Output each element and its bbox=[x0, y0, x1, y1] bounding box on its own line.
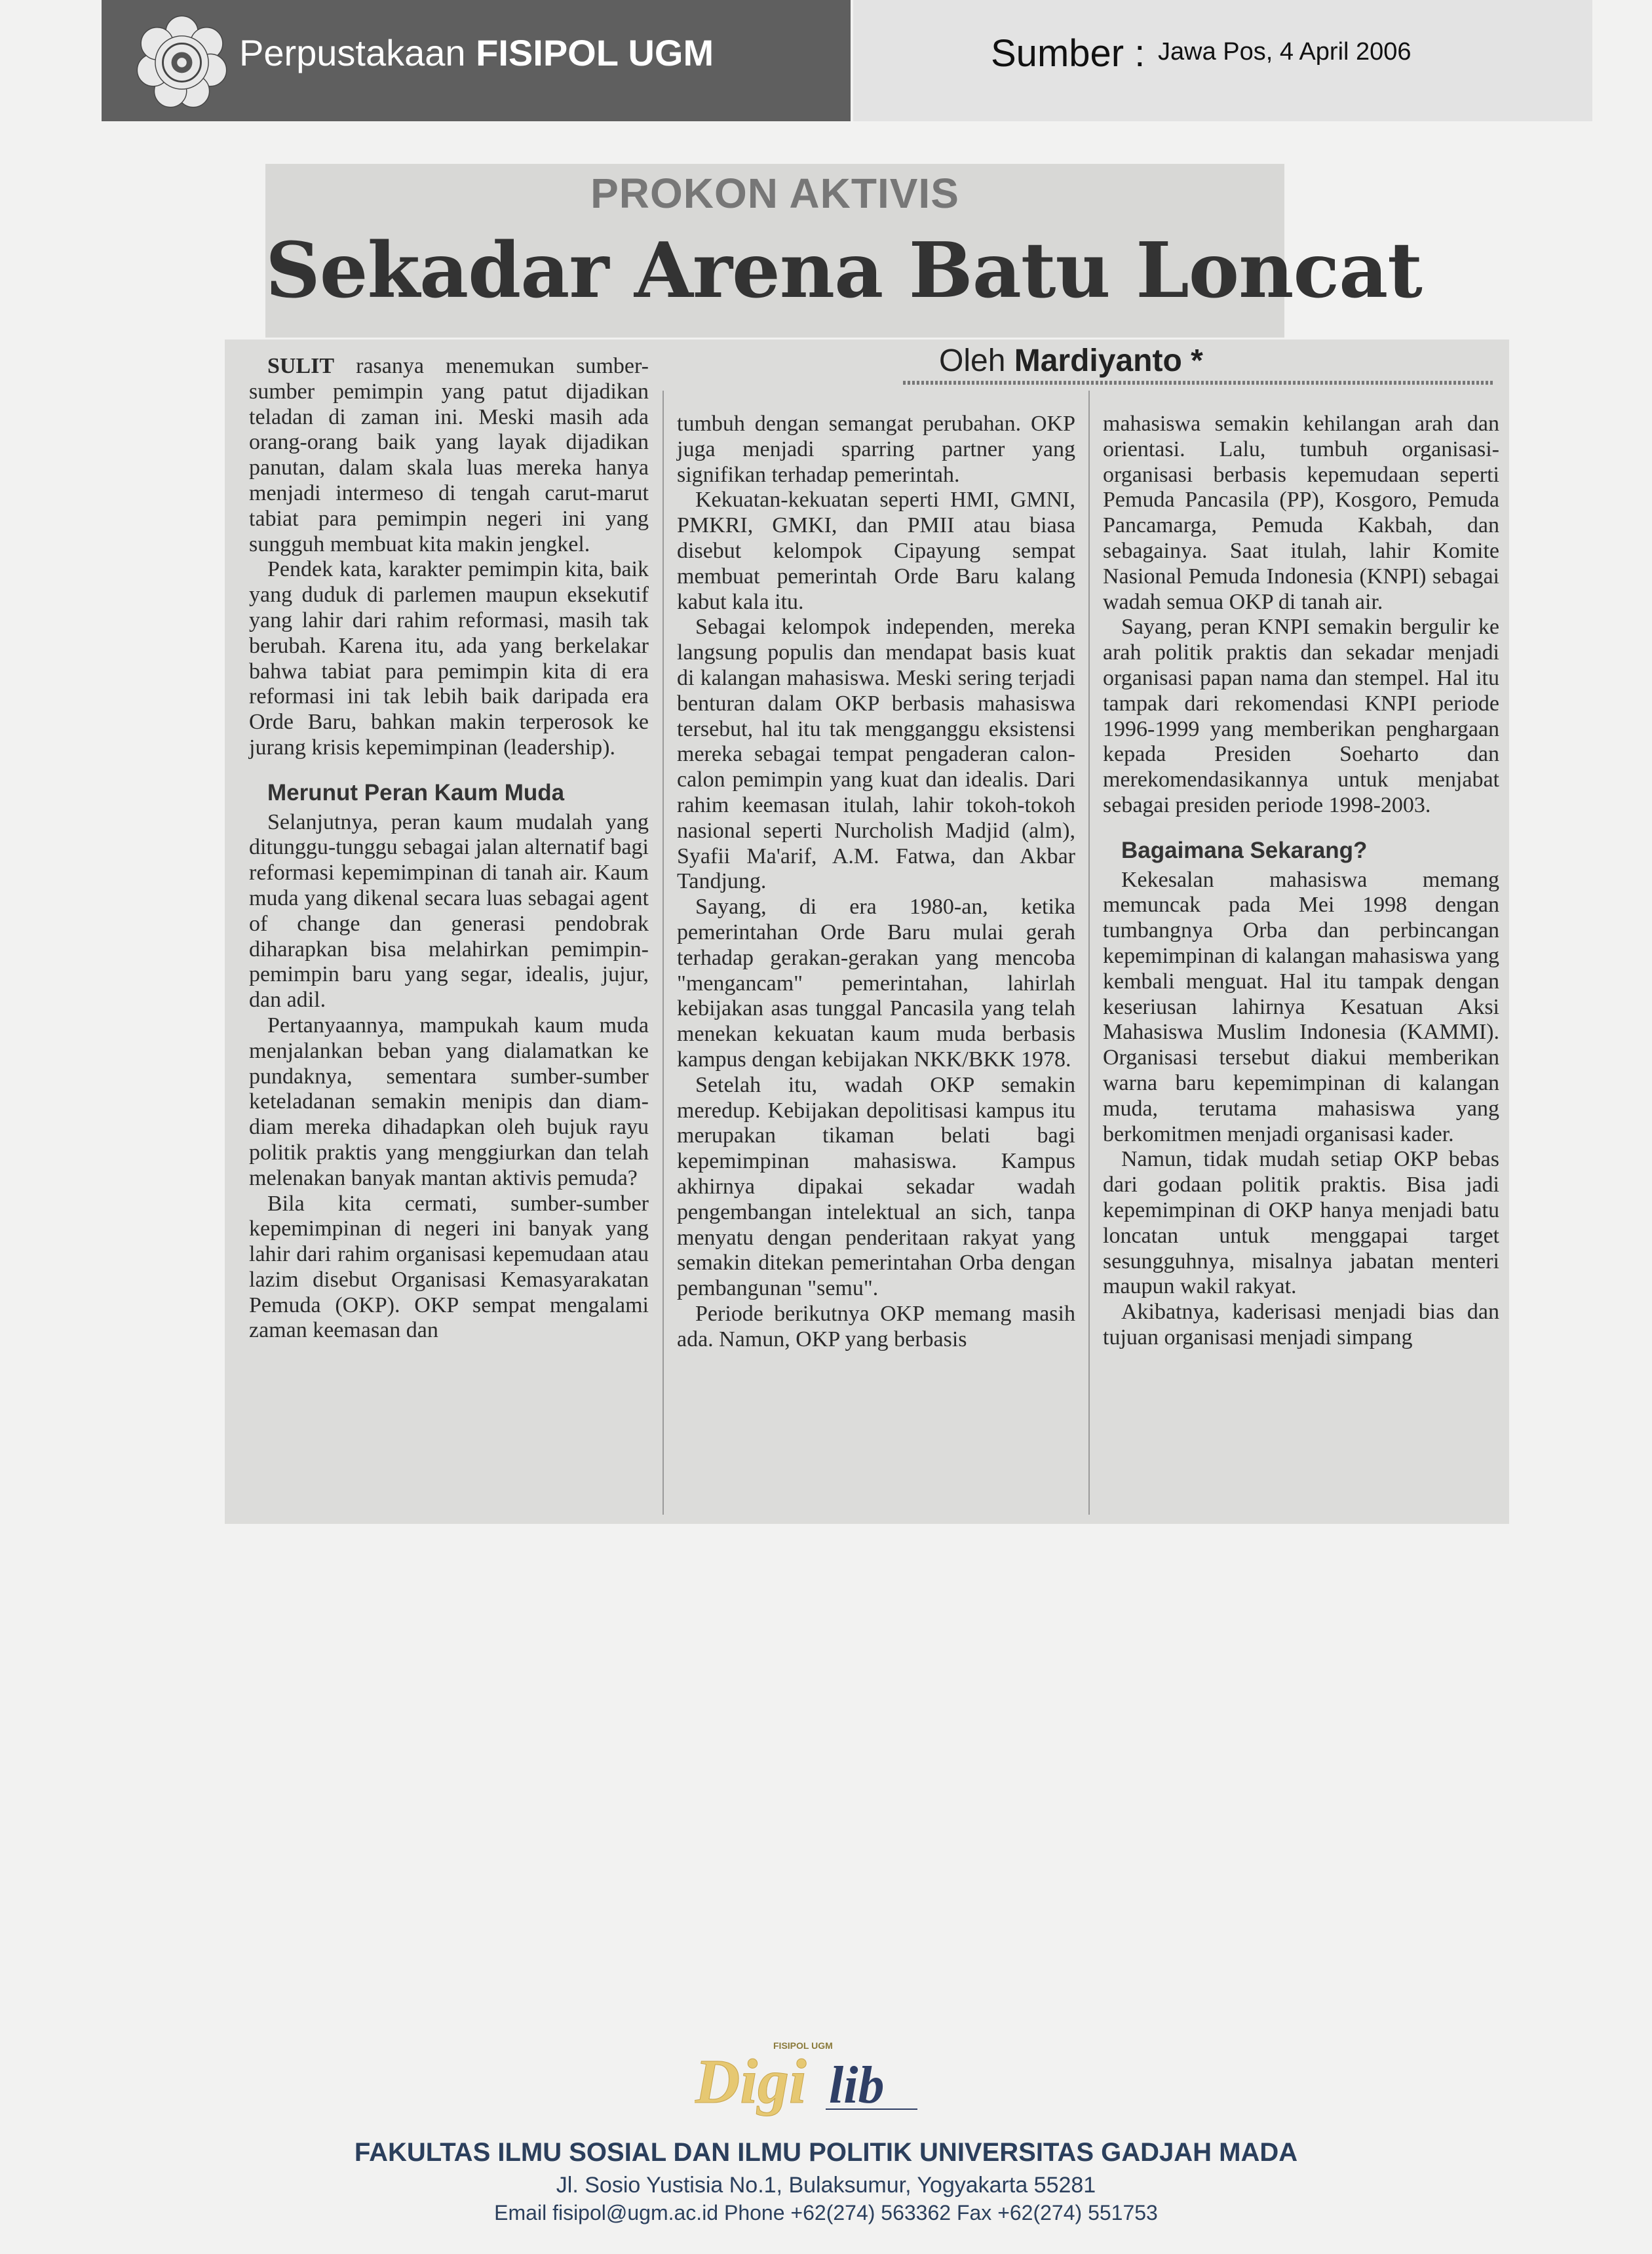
column-2 bbox=[677, 412, 1075, 1352]
source-label: Sumber : bbox=[991, 32, 1145, 75]
paragraph: Setelah itu, wadah OKP semakin meredup. Kebijakan depolitisasi kampus itu merupakan tikaman belati bagi kepemimpinan mahasiswa. Kampus akhirnya dipakai sekadar wadah pengembangan intelektual an sich, tanpa menyatu dengan penderitaan rakyat yang semakin ditekan pemerintahan Orba dengan pembangunan "semu". bbox=[677, 1072, 1075, 1301]
logo-word-digi: Digi bbox=[695, 2046, 807, 2116]
column-divider bbox=[663, 391, 664, 1515]
faculty-contact: Email fisipol@ugm.ac.id Phone +62(274) 563362 Fax +62(274) 551753 bbox=[494, 2201, 1158, 2225]
column-3 bbox=[1103, 412, 1499, 1351]
logo-top-text: FISIPOL UGM bbox=[773, 2040, 833, 2051]
paragraph: Namun, tidak mudah setiap OKP bebas dari godaan politik praktis. Bisa jadi kepemimpinan di OKP hanya menjadi batu loncatan untuk menggapai target sesungguhnya, misalnya jabatan menteri maupun wakil rakyat. bbox=[1103, 1147, 1499, 1299]
paragraph: Sebagai kelompok independen, mereka langsung populis dan mendapat basis kuat di kalangan mahasiswa. Meski sering terjadi benturan dalam OKP berbasis mahasiswa tersebut, hal itu tak mengganggu eksistensi mereka sebagai tempat pengaderan calon-calon pemimpin yang kuat dan idealis. Dari rahim keemasan itulah, lahir tokoh-tokoh nasional seperti Nurcholish Madjid (alm), Syafii Ma'arif, A.M. Fatwa, dan Akbar Tandjung. bbox=[677, 615, 1075, 894]
source-panel bbox=[853, 0, 1592, 121]
kicker: PROKON AKTIVIS bbox=[590, 170, 959, 217]
faculty-address: Jl. Sosio Yustisia No.1, Bulaksumur, Yogyakarta 55281 bbox=[556, 2173, 1096, 2198]
paragraph: Sayang, di era 1980-an, ketika pemerintahan Orde Baru mulai gerah terhadap gerakan-gerakan yang mencoba "mengancam" pemerintahan, lahirlah kebijakan asas tunggal Pancasila yang telah menekan kekuatan kaum muda berbasis kampus dengan kebijakan NKK/BKK 1978. bbox=[677, 895, 1075, 1072]
paragraph: Sayang, peran KNPI semakin bergulir ke arah politik praktis dan sekadar menjadi organisasi papan nama dan stempel. Hal itu tampak dari rekomendasi KNPI periode 1996-1999 yang memberikan penghargaan kepada Presiden Soeharto dan merekomendasikannya untuk menjabat sebagai presiden periode 1998-2003. bbox=[1103, 615, 1499, 817]
paragraph: Periode berikutnya OKP memang masih ada. Namun, OKP yang berbasis bbox=[677, 1301, 1075, 1351]
digilib-logo bbox=[695, 2037, 944, 2129]
lead-word: SULIT bbox=[267, 354, 335, 378]
source-value: Jawa Pos, 4 April 2006 bbox=[1158, 38, 1412, 66]
paragraph: Akibatnya, kaderisasi menjadi bias dan tujuan organisasi menjadi simpang bbox=[1103, 1300, 1499, 1350]
paragraph: Bila kita cermati, sumber-sumber kepemimpinan di negeri ini banyak yang lahir dari rahim organisasi kepemudaan atau lazim disebut Organisasi Kemasyarakatan Pemuda (OKP). OKP sempat mengalami zaman keemasan dan bbox=[249, 1191, 649, 1343]
library-banner bbox=[102, 0, 851, 121]
library-title: Perpustakaan FISIPOL UGM bbox=[239, 32, 714, 73]
ugm-seal-icon bbox=[134, 13, 229, 108]
headline: Sekadar Arena Batu Loncat bbox=[265, 226, 1422, 315]
subheading: Bagaimana Sekarang? bbox=[1121, 837, 1368, 863]
faculty-name: FAKULTAS ILMU SOSIAL DAN ILMU POLITIK UNIVERSITAS GADJAH MADA bbox=[354, 2138, 1298, 2167]
byline: Oleh Mardiyanto * bbox=[939, 343, 1203, 378]
paragraph: Selanjutnya, peran kaum mudalah yang ditunggu-tunggu sebagai jalan alternatif bagi reformasi kepemimpinan di tanah air. Kaum muda yang dikenal secara luas sebagai agent of change dan generasi pendobrak diharapkan bisa melahirkan pemimpin-pemimpin baru yang segar, idealis, jujur, dan adil. bbox=[249, 809, 649, 1013]
column-divider bbox=[1088, 391, 1090, 1515]
paragraph: tumbuh dengan semangat perubahan. OKP juga menjadi sparring partner yang signifikan terhadap pemerintah. bbox=[677, 412, 1075, 487]
logo-word-lib: lib bbox=[829, 2057, 885, 2114]
subheading: Merunut Peran Kaum Muda bbox=[267, 779, 565, 806]
paragraph: Pertanyaannya, mampukah kaum muda menjalankan beban yang dialamatkan ke pundaknya, sementara sumber-sumber keteladanan semakin menipis dan diam-diam mereka dihadapkan oleh bujuk rayu politik praktis yang menggiurkan dan telah melenakan banyak mantan aktivis pemuda? bbox=[249, 1013, 649, 1190]
header-bar bbox=[102, 0, 1592, 121]
paragraph: Pendek kata, karakter pemimpin kita, baik yang duduk di parlemen maupun eksekutif yang lahir dari rahim reformasi, masih tak berubah. Karena itu, ada yang berkelakar bahwa tabiat para pemimpin kita di era reformasi ini tak lebih baik daripada era Orde Baru, bahkan makin terperosok ke jurang krisis kepemimpinan (leadership). bbox=[249, 557, 649, 760]
paragraph: Kekuatan-kekuatan seperti HMI, GMNI, PMKRI, GMKI, dan PMII atau biasa disebut kelompok Cipayung sempat membuat pemerintah Orde Baru kalang kabut kala itu. bbox=[677, 488, 1075, 614]
paragraph: mahasiswa semakin kehilangan arah dan orientasi. Lalu, tumbuh organisasi-organisasi berbasis kepemudaan seperti Pemuda Pancasila (PP), Kosgoro, Pemuda Pancamarga, Pemuda Kakbah, dan sebagainya. Saat itulah, lahir Komite Nasional Pemuda Indonesia (KNPI) sebagai wadah semua OKP di tanah air. bbox=[1103, 412, 1499, 614]
headline-block bbox=[265, 164, 1422, 338]
column-1 bbox=[249, 354, 649, 1344]
paragraph: Kekesalan mahasiswa memang memuncak pada Mei 1998 dengan tumbangnya Orba dan perbincangan kepemimpinan di kalangan mahasiswa yang kembali menguat. Hal itu tampak dengan keseriusan lahirnya Kesatuan Aksi Mahasiswa Muslim Indonesia (KAMMI). Organisasi tersebut diakui memberikan warna baru kepemimpinan di kalangan muda, terutama mahasiswa yang berkomitmen menjadi organisasi kader. bbox=[1103, 867, 1499, 1146]
byline-rule bbox=[903, 381, 1493, 385]
article-body bbox=[225, 340, 1509, 1524]
paragraph: SULIT rasanya menemukan sumber-sumber pemimpin yang patut dijadikan teladan di zaman ini. Meski masih ada orang-orang baik yang layak dijadikan panutan, dalam skala luas mereka hanya menjadi intermeso di tengah carut-marut tabiat para pemimpin negeri ini yang sungguh membuat kita makin jengkel. bbox=[249, 354, 649, 556]
